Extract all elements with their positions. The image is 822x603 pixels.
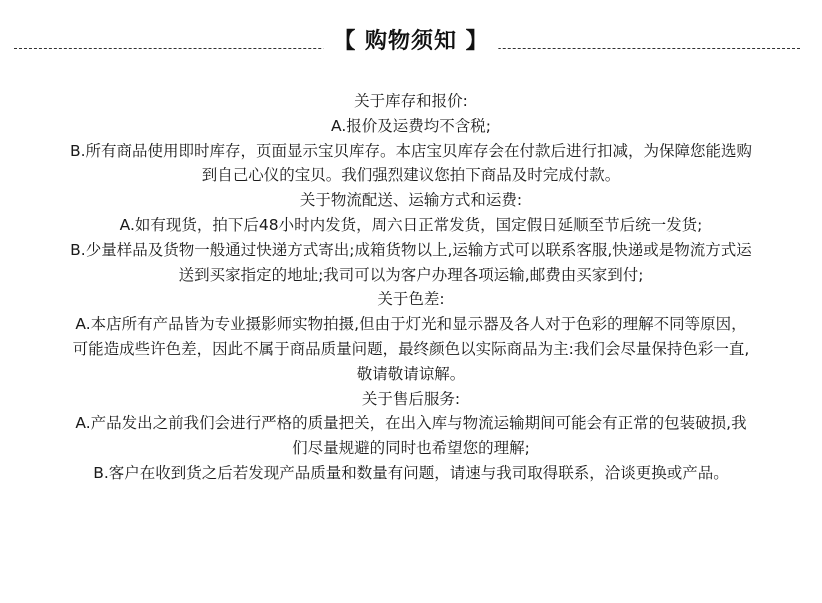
notice-line: A.产品发出之前我们会进行严格的质量把关，在出入库与物流运输期间可能会有正常的包装破损,我: [75, 414, 747, 433]
title-header: [0, 22, 822, 62]
notice-line: 到自己心仪的宝贝。我们强烈建议您拍下商品及时完成付款。: [201, 166, 621, 185]
notice-line: B.少量样品及货物一般通过快递方式寄出;成箱货物以上,运输方式可以联系客服,快递或是物流方式运: [70, 240, 752, 259]
notice-body: [8, 89, 814, 486]
notice-line: 可能造成些许色差，因此不属于商品质量问题，最终颜色以实际商品为主:我们会尽量保持色彩一直,: [72, 339, 750, 358]
section-heading-shipping: 关于物流配送、运输方式和运费:: [299, 191, 523, 210]
notice-line: B.客户在收到货之后若发现产品质量和数量有问题，请速与我司取得联系，洽谈更换或产品。: [93, 463, 729, 482]
page-title: 【 购物须知 】: [323, 24, 498, 55]
notice-line: A.报价及运费均不含税;: [331, 116, 491, 135]
notice-line: B.所有商品使用即时库存，页面显示宝贝库存。本店宝贝库存会在付款后进行扣减，为保障您能选购: [69, 141, 753, 160]
section-heading-aftersales: 关于售后服务:: [361, 389, 461, 408]
notice-line: A.如有现货，拍下后48小时内发货，周六日正常发货，国定假日延顺至节后统一发货;: [119, 215, 703, 234]
notice-line: 们尽量规避的同时也希望您的理解;: [292, 439, 530, 458]
section-heading-color: 关于色差:: [377, 290, 445, 309]
notice-line: 送到买家指定的地址;我司可以为客户办理各项运输,邮费由买家到付;: [178, 265, 644, 284]
notice-line: 敬请敬请谅解。: [356, 364, 466, 383]
notice-line: A.本店所有产品皆为专业摄影师实物拍摄,但由于灯光和显示器及各人对于色彩的理解不同等原因，: [75, 315, 747, 334]
section-heading-stock: 关于库存和报价:: [354, 92, 468, 110]
